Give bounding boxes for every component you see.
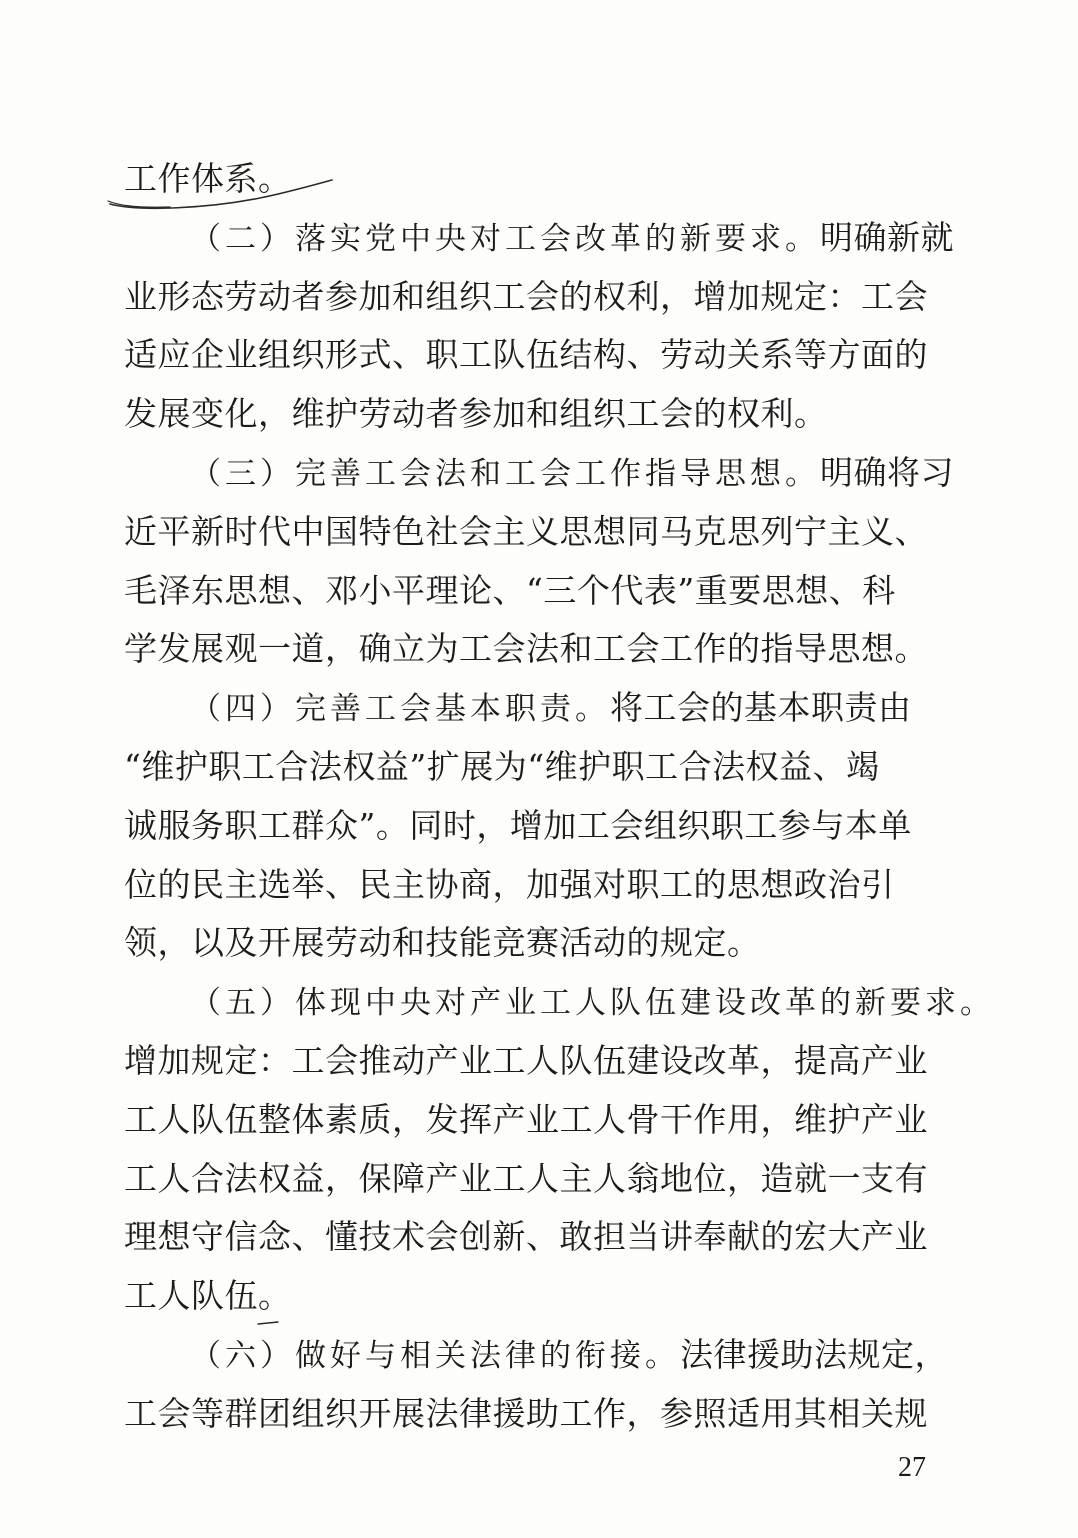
section-3-line-4: 学发展观一道，确立为工会法和工会工作的指导思想。 xyxy=(124,629,928,669)
section-6-line-2: 工会等群团组织开展法律援助工作，参照适用其相关规 xyxy=(124,1393,928,1433)
section-4-heading: （四）完善工会基本职责。 xyxy=(190,691,610,728)
section-3-line-3: 毛泽东思想、邓小平理论、“三个代表”重要思想、科 xyxy=(124,570,896,610)
section-5-line-2: 增加规定：工会推动产业工人队伍建设改革，提高产业 xyxy=(124,1040,928,1080)
body-line-1: 工作体系。 xyxy=(124,159,292,198)
section-5-line-3: 工人队伍整体素质，发挥产业工人骨干作用，维护产业 xyxy=(124,1099,928,1139)
section-3-line-2: 近平新时代中国特色社会主义思想同马克思列宁主义、 xyxy=(124,511,928,551)
page-number: 27 xyxy=(898,1452,926,1483)
section-2-heading: （二）落实党中央对工会改革的新要求。 xyxy=(190,220,820,257)
section-2-line-3: 适应企业组织形式、职工队伍结构、劳动关系等方面的 xyxy=(124,335,928,375)
section-6-heading: （六）做好与相关法律的衔接。 xyxy=(190,1337,680,1374)
section-6-line-1: （六）做好与相关法律的衔接。法律援助法规定， xyxy=(190,1334,948,1374)
section-2-line-4: 发展变化，维护劳动者参加和组织工会的权利。 xyxy=(124,394,828,434)
section-5-line-4: 工人合法权益，保障产业工人主人翁地位，造就一支有 xyxy=(124,1158,928,1198)
section-4-line-3: 诚服务职工群众”。同时，增加工会组织职工参与本单 xyxy=(124,805,912,845)
section-3-line-1: （三）完善工会法和工会工作指导思想。明确将习 xyxy=(190,452,954,492)
section-3-heading: （三）完善工会法和工会工作指导思想。 xyxy=(190,455,820,492)
section-5-line-1 xyxy=(124,973,995,1032)
section-4-line-4: 位的民主选举、民主协商，加强对职工的思想政治引 xyxy=(124,864,895,904)
section-4-line-2: “维护职工合法权益”扩展为“维护职工合法权益、竭 xyxy=(124,746,880,786)
section-4-line-1: （四）完善工会基本职责。将工会的基本职责由 xyxy=(190,688,912,728)
section-2-line-2: 业形态劳动者参加和组织工会的权利，增加规定：工会 xyxy=(124,276,928,316)
section-2-line-1: （二）落实党中央对工会改革的新要求。明确新就 xyxy=(190,217,954,257)
section-4-line-5: 领，以及开展劳动和技能竞赛活动的规定。 xyxy=(124,923,761,963)
section-5-line-5: 理想守信念、懂技术会创新、敢担当讲奉献的宏大产业 xyxy=(124,1217,928,1257)
section-5-line-6: 工人队伍。 xyxy=(124,1276,292,1316)
body-text xyxy=(124,150,995,1444)
section-5-heading: （五）体现中央对产业工人队伍建设改革的新要求。 xyxy=(190,985,995,1022)
